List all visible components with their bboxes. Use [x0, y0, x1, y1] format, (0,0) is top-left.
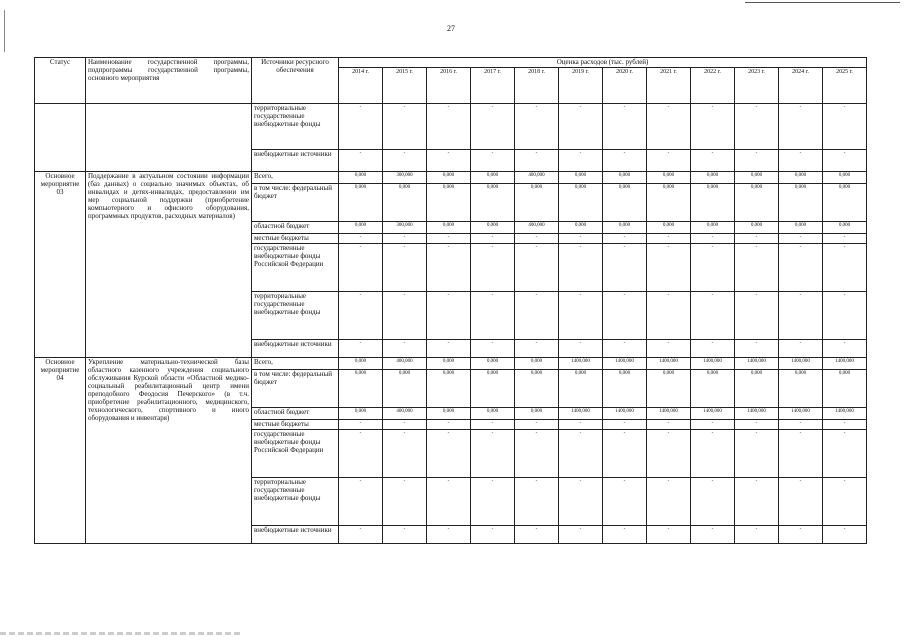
value-cell: 0,000 [735, 172, 779, 184]
value-cell: 0,000 [427, 172, 471, 184]
value-cell: - [559, 244, 603, 292]
value-cell: - [339, 340, 383, 358]
value-cell: - [559, 292, 603, 340]
value-cell: - [383, 234, 427, 244]
value-cell: 0,000 [823, 184, 867, 222]
header-year: 2024 г. [779, 68, 823, 104]
value-cell: - [691, 244, 735, 292]
value-cell: - [779, 340, 823, 358]
value-cell: 0,000 [559, 222, 603, 234]
value-cell: - [515, 292, 559, 340]
value-cell: 1400,000 [823, 358, 867, 370]
value-cell: - [691, 526, 735, 544]
value-cell: 1400,000 [559, 358, 603, 370]
value-cell: 1400,000 [823, 408, 867, 420]
header-year: 2019 г. [559, 68, 603, 104]
value-cell: - [691, 478, 735, 526]
header-year: 2017 г. [471, 68, 515, 104]
value-cell: 0,000 [647, 184, 691, 222]
activity-status: Основное мероприятие 03 [35, 172, 86, 358]
table-body [35, 58, 867, 544]
value-cell: 300,000 [383, 222, 427, 234]
header-year: 2014 г. [339, 68, 383, 104]
header-year: 2016 г. [427, 68, 471, 104]
value-cell: - [823, 292, 867, 340]
value-cell: - [471, 526, 515, 544]
value-cell: - [515, 430, 559, 478]
value-cell: - [823, 244, 867, 292]
value-cell: - [559, 478, 603, 526]
header-year: 2018 г. [515, 68, 559, 104]
value-cell: - [559, 340, 603, 358]
value-cell: - [779, 104, 823, 150]
value-cell: - [339, 292, 383, 340]
status-cell-empty [35, 104, 86, 172]
value-cell: - [647, 234, 691, 244]
value-cell: - [427, 478, 471, 526]
value-cell: - [603, 150, 647, 172]
value-cell: 0,000 [603, 184, 647, 222]
value-cell: 0,000 [471, 184, 515, 222]
header-estimate: Оценка расходов (тыс. рублей) [339, 58, 867, 68]
value-cell: - [603, 104, 647, 150]
value-cell: 400,000 [383, 408, 427, 420]
value-cell: - [823, 150, 867, 172]
scan-edge-mark [4, 10, 5, 52]
value-cell: 1400,000 [559, 408, 603, 420]
activity-name: Укрепление материально-технической базы областного казенного учреждения социального обслуживания Курской области «Областной медико-социальный реабилитационный центр имени преподобного Феодосия Печерского» (в т.ч. приобретение реабилитационного, медицинского, технологического, спортивного и иного оборудования и инвентаря) [86, 358, 252, 544]
value-cell: - [691, 104, 735, 150]
value-cell: 0,000 [647, 172, 691, 184]
header-year: 2015 г. [383, 68, 427, 104]
table-row [35, 104, 867, 150]
value-cell: - [515, 104, 559, 150]
value-cell: - [691, 420, 735, 430]
value-cell: 0,000 [603, 172, 647, 184]
value-cell: 0,000 [559, 184, 603, 222]
value-cell: 0,000 [471, 408, 515, 420]
value-cell: - [735, 150, 779, 172]
value-cell: 0,000 [823, 172, 867, 184]
value-cell: - [779, 526, 823, 544]
value-cell: - [427, 104, 471, 150]
value-cell: 300,000 [383, 172, 427, 184]
value-cell: 0,000 [339, 358, 383, 370]
source-cell: в том числе: федеральный бюджет [252, 370, 339, 408]
value-cell: - [779, 150, 823, 172]
value-cell: 400,000 [515, 222, 559, 234]
value-cell: 0,000 [691, 222, 735, 234]
budget-table [34, 57, 867, 544]
value-cell: 0,000 [427, 184, 471, 222]
value-cell: - [647, 420, 691, 430]
value-cell: - [339, 104, 383, 150]
value-cell: 0,000 [427, 222, 471, 234]
value-cell: 0,000 [691, 172, 735, 184]
header-year: 2023 г. [735, 68, 779, 104]
value-cell: - [823, 478, 867, 526]
value-cell: 0,000 [471, 358, 515, 370]
source-cell: местные бюджеты [252, 234, 339, 244]
value-cell: - [603, 234, 647, 244]
source-cell: областной бюджет [252, 222, 339, 234]
value-cell: - [383, 430, 427, 478]
value-cell: - [779, 430, 823, 478]
value-cell: 1400,000 [779, 358, 823, 370]
value-cell: 0,000 [735, 222, 779, 234]
value-cell: - [735, 430, 779, 478]
value-cell: 1400,000 [779, 408, 823, 420]
source-cell: территориальные государственные внебюджетные фонды [252, 292, 339, 340]
value-cell: - [603, 430, 647, 478]
value-cell: 0,000 [471, 222, 515, 234]
value-cell: 0,000 [427, 370, 471, 408]
value-cell: - [647, 430, 691, 478]
header-year: 2022 г. [691, 68, 735, 104]
value-cell: - [603, 340, 647, 358]
value-cell: - [735, 234, 779, 244]
value-cell: - [603, 478, 647, 526]
value-cell: 0,000 [559, 172, 603, 184]
value-cell: 1400,000 [603, 408, 647, 420]
value-cell: - [383, 340, 427, 358]
value-cell: - [383, 150, 427, 172]
value-cell: 0,000 [339, 184, 383, 222]
value-cell: - [603, 526, 647, 544]
value-cell: 1400,000 [735, 358, 779, 370]
source-cell: внебюджетные источники [252, 150, 339, 172]
value-cell: - [515, 150, 559, 172]
value-cell: 400,000 [383, 358, 427, 370]
value-cell: - [823, 234, 867, 244]
value-cell: - [515, 526, 559, 544]
value-cell: - [515, 478, 559, 526]
value-cell: - [427, 430, 471, 478]
value-cell: 0,000 [735, 370, 779, 408]
value-cell: - [735, 340, 779, 358]
value-cell: 0,000 [779, 370, 823, 408]
value-cell: - [515, 420, 559, 430]
value-cell: - [647, 150, 691, 172]
value-cell: - [471, 244, 515, 292]
value-cell: 1400,000 [691, 358, 735, 370]
value-cell: - [515, 340, 559, 358]
value-cell: 1400,000 [647, 408, 691, 420]
value-cell: - [339, 150, 383, 172]
source-cell: территориальные государственные внебюджетные фонды [252, 478, 339, 526]
source-cell: государственные внебюджетные фонды Российской Федерации [252, 430, 339, 478]
value-cell: 0,000 [691, 370, 735, 408]
value-cell: - [383, 292, 427, 340]
value-cell: - [735, 292, 779, 340]
value-cell: 0,000 [427, 408, 471, 420]
value-cell: - [647, 340, 691, 358]
header-year: 2021 г. [647, 68, 691, 104]
value-cell: - [383, 526, 427, 544]
value-cell: - [427, 234, 471, 244]
value-cell: - [383, 420, 427, 430]
activity-status: Основное мероприятие 04 [35, 358, 86, 544]
value-cell: - [515, 234, 559, 244]
value-cell: 400,000 [515, 172, 559, 184]
header-status: Статус [35, 58, 86, 104]
value-cell: - [427, 340, 471, 358]
source-cell: Всего, [252, 358, 339, 370]
value-cell: - [823, 420, 867, 430]
value-cell: 0,000 [515, 370, 559, 408]
value-cell: 0,000 [559, 370, 603, 408]
value-cell: - [471, 234, 515, 244]
value-cell: 0,000 [823, 222, 867, 234]
value-cell: 0,000 [779, 222, 823, 234]
value-cell: 1400,000 [647, 358, 691, 370]
value-cell: - [559, 234, 603, 244]
value-cell: - [691, 340, 735, 358]
value-cell: - [515, 244, 559, 292]
value-cell: 1400,000 [735, 408, 779, 420]
value-cell: - [691, 430, 735, 478]
value-cell: 0,000 [691, 184, 735, 222]
value-cell: - [471, 292, 515, 340]
scan-footer-noise [0, 632, 240, 635]
top-rule [745, 2, 900, 3]
value-cell: 0,000 [339, 172, 383, 184]
header-year: 2020 г. [603, 68, 647, 104]
header-sources: Источники ресурсного обеспечения [252, 58, 339, 104]
value-cell: - [779, 478, 823, 526]
value-cell: - [559, 430, 603, 478]
source-cell: государственные внебюджетные фонды Российской Федерации [252, 244, 339, 292]
value-cell: - [383, 104, 427, 150]
value-cell: - [647, 104, 691, 150]
value-cell: 0,000 [779, 184, 823, 222]
value-cell: - [691, 292, 735, 340]
value-cell: - [427, 244, 471, 292]
value-cell: - [339, 234, 383, 244]
value-cell: - [427, 150, 471, 172]
value-cell: - [779, 292, 823, 340]
table-row [35, 172, 867, 184]
value-cell: - [647, 292, 691, 340]
name-cell-empty [86, 104, 252, 172]
value-cell: - [735, 104, 779, 150]
header-row [35, 58, 867, 68]
value-cell: - [779, 244, 823, 292]
value-cell: 0,000 [383, 184, 427, 222]
value-cell: - [339, 430, 383, 478]
value-cell: - [823, 104, 867, 150]
value-cell: - [779, 420, 823, 430]
value-cell: 1400,000 [691, 408, 735, 420]
source-cell: местные бюджеты [252, 420, 339, 430]
value-cell: 0,000 [779, 172, 823, 184]
header-year: 2025 г. [823, 68, 867, 104]
value-cell: 0,000 [339, 222, 383, 234]
value-cell: 0,000 [339, 370, 383, 408]
value-cell: - [427, 292, 471, 340]
value-cell: 0,000 [515, 408, 559, 420]
value-cell: - [603, 420, 647, 430]
value-cell: 1400,000 [603, 358, 647, 370]
value-cell: - [647, 244, 691, 292]
value-cell: - [383, 244, 427, 292]
value-cell: - [691, 234, 735, 244]
value-cell: 0,000 [603, 222, 647, 234]
value-cell: - [383, 478, 427, 526]
table-row [35, 358, 867, 370]
value-cell: - [471, 420, 515, 430]
value-cell: - [779, 234, 823, 244]
value-cell: 0,000 [339, 408, 383, 420]
value-cell: - [559, 104, 603, 150]
value-cell: - [559, 150, 603, 172]
value-cell: - [471, 104, 515, 150]
value-cell: - [339, 420, 383, 430]
value-cell: - [735, 478, 779, 526]
value-cell: 0,000 [515, 184, 559, 222]
value-cell: - [471, 150, 515, 172]
value-cell: - [559, 420, 603, 430]
page-number: 27 [447, 24, 455, 33]
value-cell: - [823, 340, 867, 358]
value-cell: - [427, 526, 471, 544]
header-name: Наименование государственной программы, подпрограммы государственной программы, основного мероприятия [86, 58, 252, 104]
value-cell: - [735, 420, 779, 430]
value-cell: - [735, 526, 779, 544]
source-cell: областной бюджет [252, 408, 339, 420]
value-cell: - [735, 244, 779, 292]
value-cell: 0,000 [603, 370, 647, 408]
value-cell: - [823, 430, 867, 478]
source-cell: внебюджетные источники [252, 340, 339, 358]
value-cell: - [823, 526, 867, 544]
value-cell: - [427, 420, 471, 430]
value-cell: 0,000 [515, 358, 559, 370]
value-cell: 0,000 [735, 184, 779, 222]
value-cell: 0,000 [383, 370, 427, 408]
value-cell: - [691, 150, 735, 172]
value-cell: - [603, 292, 647, 340]
value-cell: 0,000 [647, 222, 691, 234]
value-cell: 0,000 [823, 370, 867, 408]
value-cell: - [339, 244, 383, 292]
value-cell: - [339, 526, 383, 544]
value-cell: 0,000 [647, 370, 691, 408]
value-cell: 0,000 [471, 172, 515, 184]
value-cell: - [471, 430, 515, 478]
value-cell: 0,000 [471, 370, 515, 408]
source-cell: внебюджетные источники [252, 526, 339, 544]
value-cell: - [471, 340, 515, 358]
value-cell: - [559, 526, 603, 544]
value-cell: - [647, 478, 691, 526]
value-cell: - [647, 526, 691, 544]
value-cell: - [471, 478, 515, 526]
source-cell: территориальные государственные внебюджетные фонды [252, 104, 339, 150]
value-cell: - [339, 478, 383, 526]
value-cell: 0,000 [427, 358, 471, 370]
value-cell: - [603, 244, 647, 292]
source-cell: в том числе: федеральный бюджет [252, 184, 339, 222]
source-cell: Всего, [252, 172, 339, 184]
activity-name: Поддержание в актуальном состоянии информации (баз данных) о социально значимых объектах, об инвалидах и детях-инвалидах, предоставлении им мер социальной поддержки (приобретение компьютерного и офисного оборудования, программных продуктов, расходных материалов) [86, 172, 252, 358]
